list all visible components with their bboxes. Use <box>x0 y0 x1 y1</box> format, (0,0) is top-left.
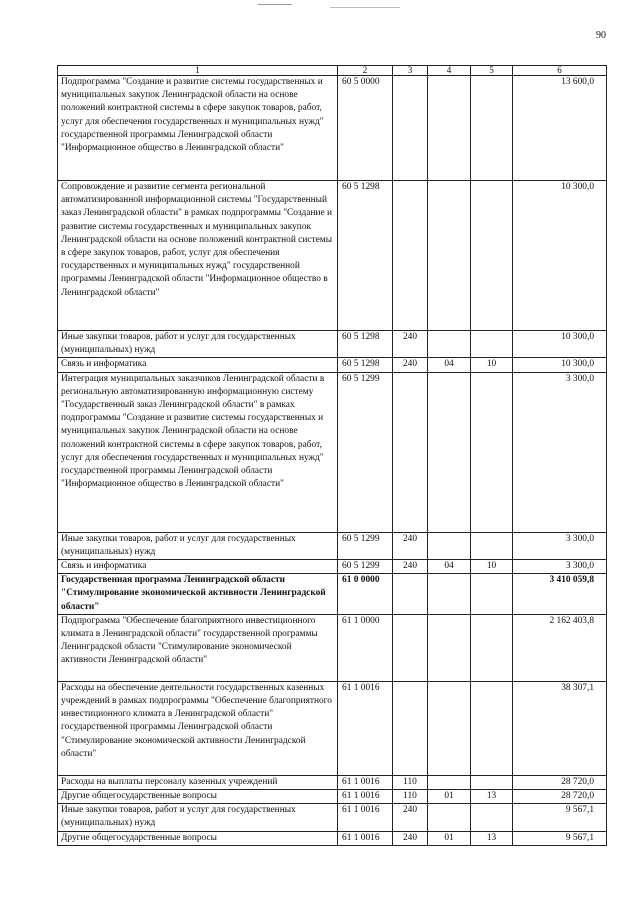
row-code: 60 5 1299 <box>338 560 393 574</box>
table-row <box>58 775 607 789</box>
row-amount: 9 567,1 <box>513 831 607 845</box>
row-c5 <box>471 574 513 615</box>
row-amount: 3 300,0 <box>513 372 607 532</box>
row-name: Сопровождение и развитие сегмента региональной автоматизированной информационной системы "Государственный заказ Ленинградской области" в рамках подпрограммы "Создание и развитие системы государственных и муниципальных закупок Ленинградской области на основе положений контрактной системы в сфере закупок товаров, работ, услуг для обеспечения государственных и муниципальных нужд" государственной программы Ленинградской области "Информационное общество в Ленинградской области" <box>58 181 338 331</box>
row-c4 <box>428 181 471 331</box>
row-code: 60 5 1299 <box>338 532 393 559</box>
table-row <box>58 804 607 831</box>
row-c5: 13 <box>471 790 513 804</box>
row-c3: 240 <box>393 331 428 358</box>
row-c4: 01 <box>428 831 471 845</box>
row-name: Расходы на выплаты персоналу казенных учреждений <box>58 775 338 789</box>
row-code: 61 1 0016 <box>338 790 393 804</box>
row-c4 <box>428 804 471 831</box>
table-row <box>58 614 607 681</box>
row-c3 <box>393 372 428 532</box>
row-name: Подпрограмма "Создание и развитие системы государственных и муниципальных закупок Ленинградской области на основе положений контрактной системы в сфере закупок товаров, работ, услуг для обеспечения государственных и муниципальных нужд" государственной программы Ленинградской области "Информационное общество в Ленинградской области" <box>58 76 338 181</box>
row-amount: 9 567,1 <box>513 804 607 831</box>
row-amount: 13 600,0 <box>513 76 607 181</box>
table-row <box>58 76 607 181</box>
row-amount: 28 720,0 <box>513 775 607 789</box>
row-c3: 240 <box>393 532 428 559</box>
row-c3: 240 <box>393 804 428 831</box>
row-name: Интеграция муниципальных заказчиков Ленинградской области в региональную автоматизированную информационную систему "Государственный заказ Ленинградской области" в рамках подпрограммы "Создание и развитие системы государственных и муниципальных закупок Ленинградской области на основе положений контрактной системы в сфере закупок товаров, работ, услуг для обеспечения государственных и муниципальных нужд" государственной программы Ленинградской области "Информационное общество в Ленинградской области" <box>58 372 338 532</box>
row-c5: 10 <box>471 358 513 372</box>
row-name: Связь и информатика <box>58 560 338 574</box>
row-c3: 240 <box>393 358 428 372</box>
column-header: 1 <box>58 66 338 76</box>
row-amount: 38 307,1 <box>513 681 607 775</box>
row-c5 <box>471 681 513 775</box>
row-name: Иные закупки товаров, работ и услуг для государственных (муниципальных) нужд <box>58 532 338 559</box>
table-row <box>58 358 607 372</box>
table-row <box>58 372 607 532</box>
row-code: 60 5 1299 <box>338 372 393 532</box>
row-c4 <box>428 331 471 358</box>
scan-mark <box>330 7 400 8</box>
table-row <box>58 331 607 358</box>
column-header: 3 <box>393 66 428 76</box>
row-c5 <box>471 331 513 358</box>
column-header: 6 <box>513 66 607 76</box>
row-c3 <box>393 681 428 775</box>
row-c5 <box>471 614 513 681</box>
row-code: 61 1 0000 <box>338 614 393 681</box>
row-name: Расходы на обеспечение деятельности государственных казенных учреждений в рамках подпрограммы "Обеспечение благоприятного инвестиционного климата в Ленинградской области" государственной программы Ленинградской области "Стимулирование экономической активности Ленинградской области" <box>58 681 338 775</box>
row-amount: 10 300,0 <box>513 358 607 372</box>
row-code: 61 1 0016 <box>338 775 393 789</box>
row-name: Государственная программа Ленинградской области "Стимулирование экономической активности Ленинградской области" <box>58 574 338 615</box>
row-c5 <box>471 532 513 559</box>
table-row <box>58 560 607 574</box>
row-c3 <box>393 181 428 331</box>
row-c4: 04 <box>428 560 471 574</box>
row-c3: 240 <box>393 560 428 574</box>
row-code: 60 5 1298 <box>338 331 393 358</box>
row-code: 61 1 0016 <box>338 804 393 831</box>
row-c3: 110 <box>393 775 428 789</box>
row-name: Связь и информатика <box>58 358 338 372</box>
row-name: Иные закупки товаров, работ и услуг для государственных (муниципальных) нужд <box>58 331 338 358</box>
column-header: 4 <box>428 66 471 76</box>
row-c3: 110 <box>393 790 428 804</box>
row-amount: 28 720,0 <box>513 790 607 804</box>
row-c4 <box>428 532 471 559</box>
row-c4: 01 <box>428 790 471 804</box>
table-row <box>58 574 607 615</box>
row-c5 <box>471 372 513 532</box>
row-name: Другие общегосударственные вопросы <box>58 831 338 845</box>
row-code: 61 0 0000 <box>338 574 393 615</box>
row-code: 60 5 1298 <box>338 358 393 372</box>
row-c3 <box>393 574 428 615</box>
row-c4 <box>428 614 471 681</box>
row-c3 <box>393 614 428 681</box>
row-c4 <box>428 775 471 789</box>
row-c5: 13 <box>471 831 513 845</box>
row-c3 <box>393 76 428 181</box>
table-row <box>58 681 607 775</box>
row-c3: 240 <box>393 831 428 845</box>
row-amount: 3 300,0 <box>513 532 607 559</box>
row-amount: 2 162 403,8 <box>513 614 607 681</box>
row-c5 <box>471 775 513 789</box>
row-name: Другие общегосударственные вопросы <box>58 790 338 804</box>
row-c4: 04 <box>428 358 471 372</box>
row-amount: 3 300,0 <box>513 560 607 574</box>
table-row <box>58 790 607 804</box>
row-c5 <box>471 181 513 331</box>
budget-table <box>57 65 607 846</box>
row-c4 <box>428 574 471 615</box>
row-name: Подпрограмма "Обеспечение благоприятного инвестиционного климата в Ленинградской области" государственной программы Ленинградской области "Стимулирование экономической активности Ленинградской области" <box>58 614 338 681</box>
column-header: 5 <box>471 66 513 76</box>
row-code: 60 5 0000 <box>338 76 393 181</box>
table-row <box>58 831 607 845</box>
row-c5: 10 <box>471 560 513 574</box>
row-c4 <box>428 372 471 532</box>
row-c4 <box>428 76 471 181</box>
column-header: 2 <box>338 66 393 76</box>
row-code: 61 1 0016 <box>338 681 393 775</box>
page-number: 90 <box>596 30 606 41</box>
row-amount: 10 300,0 <box>513 331 607 358</box>
table-row <box>58 532 607 559</box>
scan-mark <box>258 4 292 5</box>
table-row <box>58 181 607 331</box>
row-c4 <box>428 681 471 775</box>
row-code: 61 1 0016 <box>338 831 393 845</box>
row-amount: 3 410 059,8 <box>513 574 607 615</box>
row-c5 <box>471 804 513 831</box>
row-code: 60 5 1298 <box>338 181 393 331</box>
row-amount: 10 300,0 <box>513 181 607 331</box>
header-row <box>58 66 607 76</box>
row-name: Иные закупки товаров, работ и услуг для государственных (муниципальных) нужд <box>58 804 338 831</box>
row-c5 <box>471 76 513 181</box>
